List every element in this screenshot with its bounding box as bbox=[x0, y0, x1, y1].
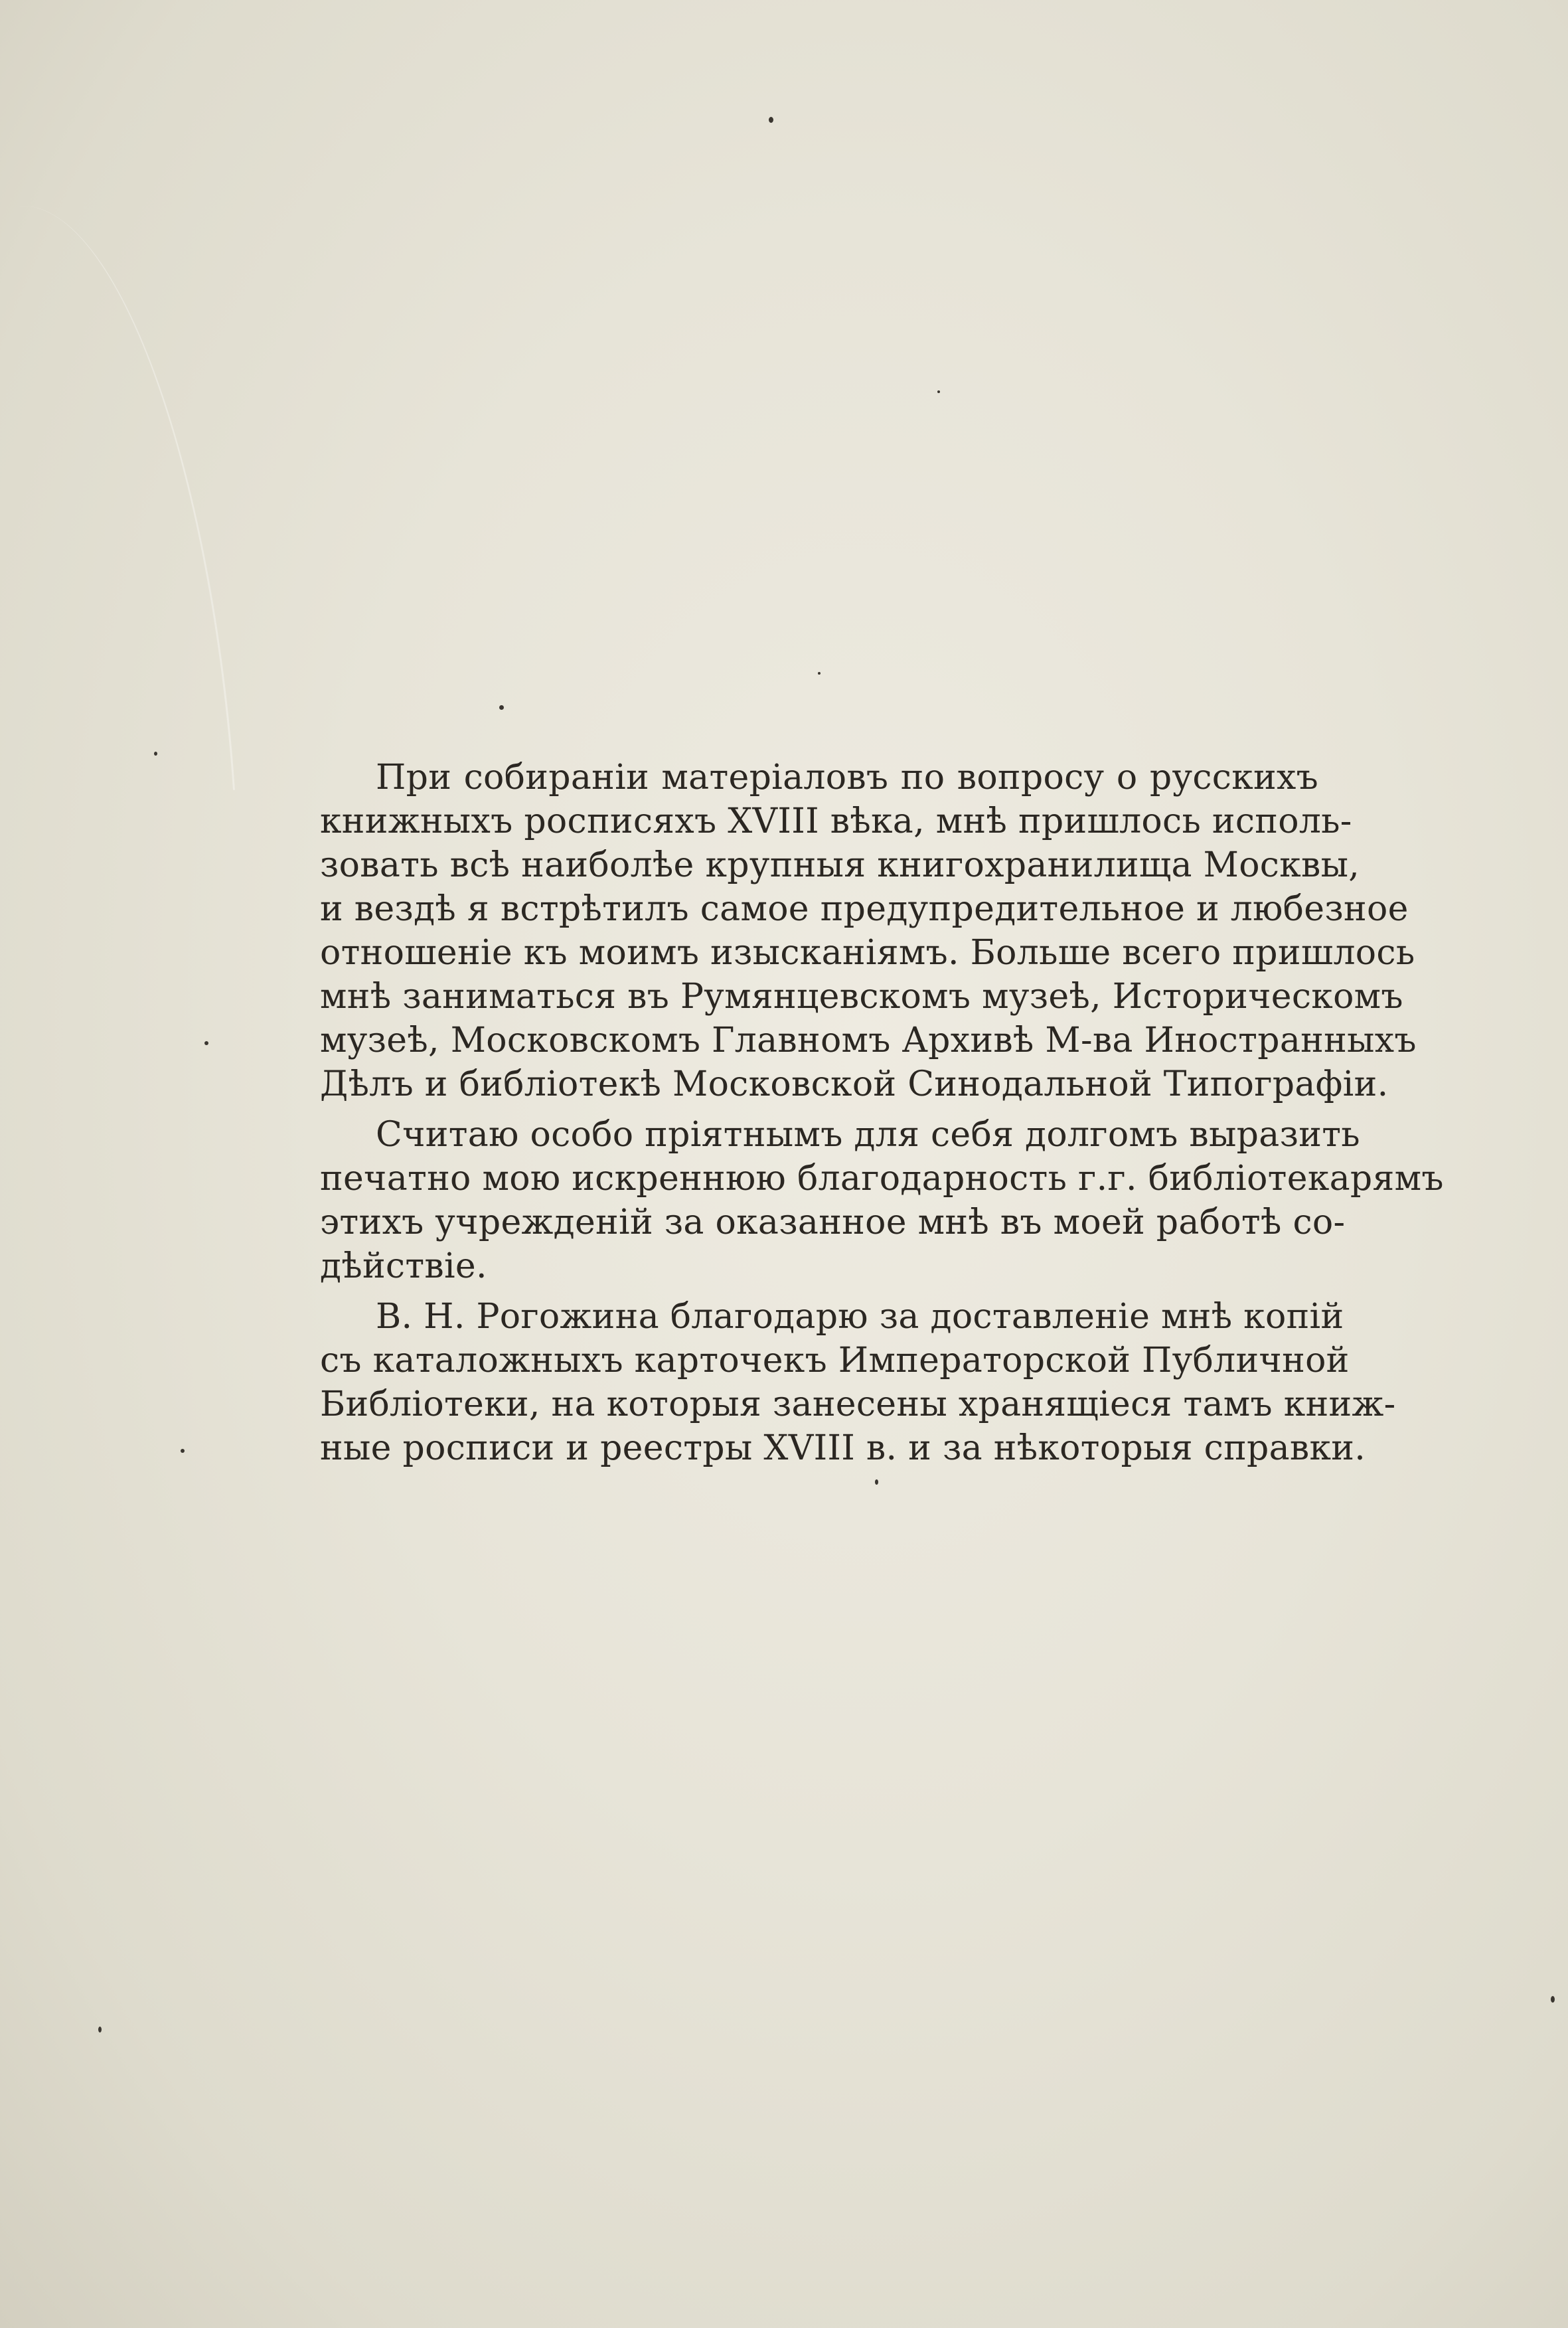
text-line: Дѣлъ и библiотекѣ Московской Синодальной Типографiи. bbox=[320, 1064, 1389, 1104]
text-line: Библiотеки, на которыя занесены хранящiеся тамъ книж- bbox=[320, 1384, 1396, 1424]
preface-text bbox=[264, 756, 1444, 1477]
paragraph-2 bbox=[264, 1113, 1444, 1288]
ink-speck bbox=[875, 1479, 878, 1485]
ink-speck bbox=[204, 1041, 208, 1045]
ink-speck bbox=[98, 2027, 102, 2033]
ink-speck bbox=[769, 117, 773, 123]
text-line: отношенiе къ моимъ изысканiямъ. Больше всего пришлось bbox=[320, 933, 1415, 973]
text-line: этихъ учрежденiй за оказанное мнѣ въ моей работѣ со- bbox=[320, 1203, 1346, 1242]
ink-speck bbox=[499, 705, 504, 710]
paragraph-1 bbox=[264, 756, 1417, 1106]
ink-speck bbox=[1551, 1996, 1555, 2003]
text-line: съ каталожныхъ карточекъ Императорской Публичной bbox=[320, 1341, 1350, 1380]
text-line: зовать всѣ наиболѣе крупныя книгохранилища Москвы, bbox=[320, 845, 1360, 885]
text-line: печатно мою искреннюю благодарность г.г. библiотекарямъ bbox=[320, 1159, 1444, 1199]
text-line: В. Н. Рогожина благодарю за доставленiе мнѣ копiй bbox=[376, 1297, 1344, 1337]
text-line: книжныхъ росписяхъ XVIII вѣка, мнѣ пришлось исполь- bbox=[320, 801, 1352, 841]
ink-speck bbox=[818, 672, 821, 675]
text-line: ные росписи и реестры XVIII в. и за нѣкоторыя справки. bbox=[320, 1428, 1366, 1468]
ink-speck bbox=[181, 1449, 185, 1453]
text-line: мнѣ заниматься въ Румянцевскомъ музеѣ, Историческомъ bbox=[320, 977, 1403, 1017]
text-line: и вездѣ я встрѣтилъ самое предупредительное и любезное bbox=[320, 889, 1409, 929]
text-line: Считаю особо прiятнымъ для себя долгомъ выразить bbox=[376, 1115, 1360, 1155]
text-line: музеѣ, Московскомъ Главномъ Архивѣ М-ва Иностранныхъ bbox=[320, 1021, 1417, 1060]
paragraph-3 bbox=[264, 1295, 1396, 1470]
text-line: При собиранiи матерiаловъ по вопросу о русскихъ bbox=[376, 758, 1318, 797]
page-crease bbox=[19, 194, 235, 802]
ink-speck bbox=[154, 752, 157, 756]
ink-speck bbox=[937, 390, 940, 393]
text-line: дѣйствiе. bbox=[320, 1246, 487, 1286]
